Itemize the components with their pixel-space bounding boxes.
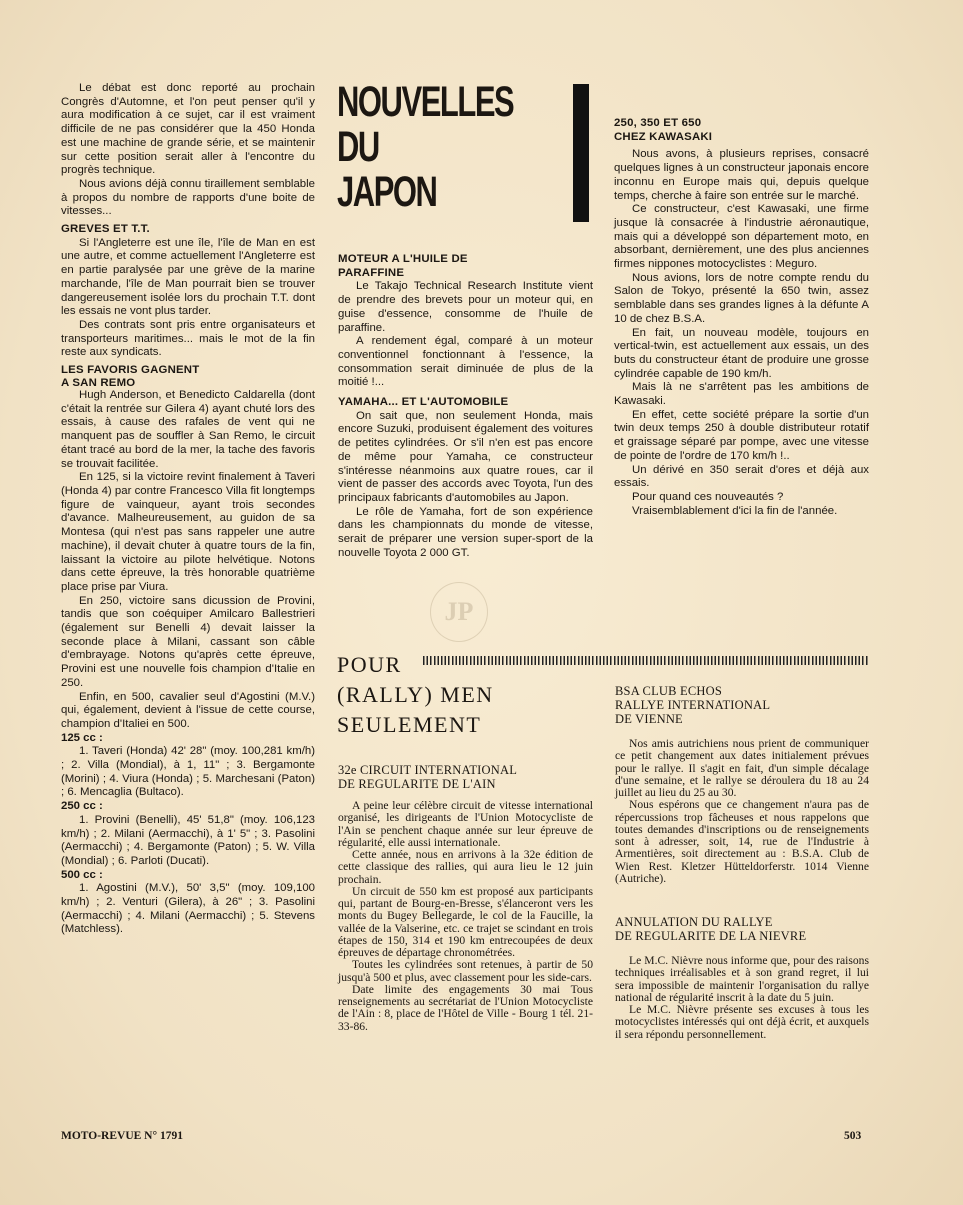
paragraph: On sait que, non seulement Honda, mais encore Suzuki, produisent également des voitures de petites cylindrées. Or s'il n'en est pas encore de même pour Yamaha, ce constructeur s'intéresse néanmoins aux quatre roues, car il vient de passer des accords avec Toyota, l'un des principaux fabricants d'automobiles au Japon. xyxy=(338,409,593,504)
paragraph: Nos amis autrichiens nous prient de communiquer ce petit changement aux dates initialement prévues pour le rallye. Il s'agit en fait, d'un simple décalage d'une semaine, et le rallye se déroulera du 18 au 24 juillet au lieu du 25 au 30. xyxy=(615,737,869,799)
headline-bar xyxy=(573,84,589,222)
column-left xyxy=(61,82,315,937)
heading-line: A SAN REMO xyxy=(61,376,136,389)
paragraph: Toutes les cylindrées sont retenues, à partir de 50 jusqu'à 500 et plus, avec classement pour les side-cars. xyxy=(338,958,593,984)
heading-line: MOTEUR A L'HUILE DE xyxy=(338,253,468,265)
headline-line: JAPON xyxy=(337,168,437,216)
results-heading-125: 125 cc : xyxy=(61,731,103,744)
heading-line: ANNULATION DU RALLYE xyxy=(615,915,773,929)
results-heading-250: 250 cc : xyxy=(61,800,103,813)
heading-line: RALLYE INTERNATIONAL xyxy=(615,698,771,712)
paragraph: Le débat est donc reporté au prochain Congrès d'Automne, et l'on peut penser qu'il y aura modification à ce sujet, car il est vraiment difficile de ne pas considérer que la 450 Honda est une machine de grande série, et se maintenir sur cette position serait aller à l'encontre du progrès technique. xyxy=(61,82,315,177)
column-rally-right xyxy=(615,684,869,1041)
column-middle xyxy=(338,253,593,560)
section-heading-greves: GREVES ET T.T. xyxy=(61,223,150,236)
paragraph: Nous avions déjà connu tiraillement semblable à propos du nombre de rapports d'une boite de vitesses... xyxy=(61,177,315,218)
section-heading-ain xyxy=(338,763,593,791)
paragraph: En 125, si la victoire revint finalement à Taveri (Honda 4) par contre Francesco Villa fit longtemps figure de vainqueur, ayant trois secondes d'avance. Malheureusement, au guidon de sa Montesa (qui n'est pas sans rappeler une autre machine), il devait chuter à quatre tours de la fin, laissant la victoire au pilote helvétique. Notons dans cette épreuve, la très honorable quatrième place prise par Viura. xyxy=(61,471,315,593)
headline-line: (RALLY) MEN xyxy=(337,682,494,707)
heading-line: 32e CIRCUIT INTERNATIONAL xyxy=(338,763,518,777)
section-heading-annulation xyxy=(615,915,869,943)
paragraph: Le rôle de Yamaha, fort de son expérience dans les championnats du monde de vitesse, serait de préparer une version super-sport de la nouvelle Toyota 2 000 GT. xyxy=(338,505,593,559)
paragraph: En fait, un nouveau modèle, toujours en vertical-twin, est actuellement aux essais, un des buts du constructeur étant de produire une grosse cylindrée capable de 190 km/h. xyxy=(614,326,869,380)
paragraph: Le M.C. Nièvre nous informe que, pour des raisons techniques irréalisables et à son grand regret, il lui sera impossible de maintenir l'organisation du rallye national de régularité inscrit à la date du 5 juin. xyxy=(615,954,869,1004)
paragraph: En effet, cette société prépare la sortie d'un twin deux temps 250 à double distributeur rotatif et graissage séparé par pompe, avec une vitesse de pointe de l'ordre de 170 km/h !.. xyxy=(614,408,869,462)
results-250: 1. Provini (Benelli), 45' 51,8" (moy. 106,123 km/h) ; 2. Milani (Aermacchi), à 1' 5" ; 3. Pasolini (Aermacchi) ; 4. Bergamonte (Paton) ; 5. W. Villa (Mondial) ; 6. Parloti (Ducati). xyxy=(61,813,315,867)
section-heading-favoris xyxy=(61,364,315,389)
paragraph: Hugh Anderson, et Benedicto Caldarella (dont c'était la rentrée sur Gilera 4) ayant chuté lors des essais, à cause des rafales de vent qui ne manquent pas de souffler à San Remo, le circuit étant tracé au bord de la mer, la tache des favoris se trouvait facilitée. xyxy=(61,389,315,470)
headline-nouvelles-du-japon xyxy=(337,80,513,215)
column-right-top xyxy=(614,117,869,518)
paragraph: Vraisemblablement d'ici la fin de l'année. xyxy=(632,504,838,517)
paragraph: Cette année, nous en arrivons à la 32e édition de cette classique des rallies, qui aura lieu le 12 juin prochain. xyxy=(338,848,593,886)
headline-line: DU xyxy=(337,123,379,171)
decorative-rule xyxy=(423,656,868,665)
paragraph: Si l'Angleterre est une île, l'île de Man en est une autre, et comme actuellement l'Angleterre est en partie paralysée par une grève de la marine marchande, l'île de Man pourrait bien se trouver dangereusement isolée lors du prochain T.T. dont les essais ne vont plus tarder. xyxy=(61,236,315,318)
paragraph: Le Takajo Technical Research Institute vient de prendre des brevets pour un moteur qui, en guise d'essence, consomme de l'huile de paraffine. xyxy=(338,280,593,334)
watermark-logo: JP xyxy=(430,582,488,642)
paragraph: En 250, victoire sans dicussion de Provini, tandis que son coéquiper Amilcaro Ballestrieri (également sur Benelli 4) devait laisser la seconde place à Milani, cassant son câble d'embrayage. Notons qu'après cette épreuve, Provini est une nouvelle fois champion d'Italie en 250. xyxy=(61,594,315,689)
paragraph: Date limite des engagements 30 mai Tous renseignements au secrétariat de l'Union Motocycliste de l'Ain : 8, place de l'Hôtel de Ville - Bourg 1 tél. 21-33-86. xyxy=(338,982,593,1033)
heading-line: DE REGULARITE DE LA NIEVRE xyxy=(615,929,807,943)
column-rally-left xyxy=(338,763,593,1033)
heading-line: 250, 350 ET 650 xyxy=(614,117,702,129)
paragraph: Nous avons, à plusieurs reprises, consacré quelques lignes à un constructeur japonais encore inconnu en Europe mais qui, depuis quelque temps, cherche à faire son entrée sur le marché. xyxy=(614,148,869,202)
section-heading-yamaha: YAMAHA... ET L'AUTOMOBILE xyxy=(338,396,509,409)
section-heading-moteur xyxy=(338,253,593,280)
footer-page-number: 503 xyxy=(844,1130,862,1142)
section-heading-bsa xyxy=(615,684,869,726)
heading-line: BSA CLUB ECHOS xyxy=(615,684,722,698)
paragraph: Nous avions, lors de notre compte rendu du Salon de Tokyo, présenté la 650 twin, assez semblable dans ses grandes lignes à la défunte A 10 de chez B.S.A. xyxy=(614,271,869,325)
headline-line: SEULEMENT xyxy=(337,712,482,737)
heading-line: CHEZ KAWASAKI xyxy=(614,130,713,143)
paragraph: Un dérivé en 350 serait d'ores et déjà aux essais. xyxy=(614,463,869,490)
heading-line: DE VIENNE xyxy=(615,712,683,726)
section-heading-kawasaki xyxy=(614,117,869,144)
headline-line: POUR xyxy=(337,652,402,677)
paragraph: Ce constructeur, c'est Kawasaki, une firme jusque là consacrée à l'industrie aéronautique, mais qui a développé son département moto, en absorbant, dernièrement, une des plus anciennes firmes nippones motocyclistes : Meguro. xyxy=(614,203,869,271)
results-125: 1. Taveri (Honda) 42' 28" (moy. 100,281 km/h) ; 2. Villa (Mondial), à 1, 11" ; 3. Bergamonte (Morini) ; 4. Viura (Honda) ; 5. Marchesani (Paton) ; 6. Mencaglia (Bultaco). xyxy=(61,745,315,799)
paragraph: A peine leur célèbre circuit de vitesse international organisé, les dirigeants de l'Union Motocycliste de l'Ain se penchent chaque année sur leur épreuve de régularité, elle aussi internationale. xyxy=(338,799,593,849)
heading-line: PARAFFINE xyxy=(338,266,405,279)
paragraph: Nous espérons que ce changement n'aura pas de répercussions trop fâcheuses et nous rappelons que toutes demandes d'inscriptions ou de renseignements sont à adresser, soit, 14, rue de l'Industrie à Armentières, soit directement au : B.S.A. Club de Wien Rest. Kletzer Hütteldorferstr. 1014 Vienne (Autriche). xyxy=(615,798,869,885)
paragraph: Un circuit de 550 km est proposé aux participants qui, partant de Bourg-en-Bresse, s'élanceront vers les monts du Bugey Bellegarde, le col de la Faucille, la vallée de la Valserine, etc. ce trajet se scindant en trois étapes de 150, 314 et 190 km entrecoupées de deux épreuves de départage chronométrées. xyxy=(338,884,593,959)
paragraph: Des contrats sont pris entre organisateurs et transporteurs maritimes... mais le mot de la fin reste aux syndicats. xyxy=(61,318,315,359)
footer-magazine-issue: MOTO-REVUE N° 1791 xyxy=(61,1130,183,1142)
paragraph: Enfin, en 500, cavalier seul d'Agostini (M.V.) qui, également, devient à l'issue de cette course, champion d'Italiei en 500. xyxy=(61,690,315,730)
paragraph: Pour quand ces nouveautés ? xyxy=(632,490,784,503)
heading-line: DE REGULARITE DE L'AIN xyxy=(338,777,496,791)
paragraph: Mais là ne s'arrêtent pas les ambitions de Kawasaki. xyxy=(614,381,869,408)
paragraph: A rendement égal, comparé à un moteur conventionnel fonctionnant à l'essence, la consommation serait diminuée de plus de la moitié !... xyxy=(338,335,593,389)
heading-line: LES FAVORIS GAGNENT xyxy=(61,364,200,377)
headline-line: NOUVELLES xyxy=(337,78,514,126)
paragraph: Le M.C. Nièvre présente ses excuses à tous les motocyclistes intéressés qui ont déjà écrit, et auxquels il sera répondu personnellement. xyxy=(615,1003,869,1041)
results-heading-500: 500 cc : xyxy=(61,868,103,881)
results-500: 1. Agostini (M.V.), 50' 3,5" (moy. 109,100 km/h) ; 2. Venturi (Gilera), à 26" ; 3. Pasolini (Aermacchi) ; 4. Milani (Aermacchi) ; 5. Stevens (Matchless). xyxy=(61,882,315,936)
